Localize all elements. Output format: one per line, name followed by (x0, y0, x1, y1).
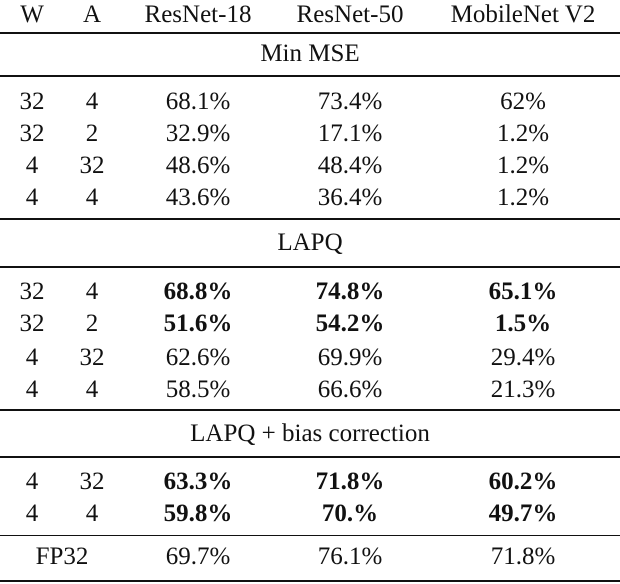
cell-a: 32 (79, 468, 105, 495)
cell-mobilenet: 29.4% (490, 344, 556, 371)
table-row (0, 274, 620, 310)
cell-a: 32 (79, 344, 105, 371)
cell-mobilenet: 1.5% (494, 310, 552, 337)
section-rule (0, 535, 620, 536)
cell-resnet18: 59.8% (163, 500, 233, 527)
header-resnet18: ResNet-18 (144, 1, 252, 28)
section-rule (0, 218, 620, 220)
table-row (0, 496, 620, 532)
cell-resnet18: 63.3% (163, 468, 233, 495)
cell-resnet50: 74.8% (315, 278, 385, 305)
section-title-row (0, 225, 620, 261)
cell-w: 4 (25, 344, 39, 371)
section-rule (0, 409, 620, 411)
table-row (0, 340, 620, 376)
table-row (0, 180, 620, 216)
cell-resnet18: 43.6% (165, 184, 231, 211)
cell-resnet50: 48.4% (317, 152, 383, 179)
cell-w: 32 (19, 88, 45, 115)
cell-mobilenet: 60.2% (488, 468, 558, 495)
section-title-row (0, 36, 620, 72)
cell-w: 4 (25, 152, 39, 179)
fp32-row (0, 539, 620, 575)
cell-resnet50: 17.1% (317, 120, 383, 147)
cell-mobilenet: 65.1% (488, 278, 558, 305)
table-row (0, 306, 620, 342)
cell-mobilenet: 1.2% (496, 184, 550, 211)
header-w: W (20, 1, 44, 28)
cell-a: 4 (85, 376, 99, 403)
cell-resnet18: 62.6% (165, 344, 231, 371)
cell-resnet18: 51.6% (163, 310, 233, 337)
cell-resnet18: 58.5% (165, 376, 231, 403)
cell-resnet50: 71.8% (315, 468, 385, 495)
cell-a: 32 (79, 152, 105, 179)
cell-mobilenet: 62% (500, 88, 546, 115)
cell-resnet50: 36.4% (317, 184, 383, 211)
cell-mobilenet: 1.2% (496, 120, 550, 147)
table-row (0, 464, 620, 500)
cell-resnet18: 48.6% (165, 152, 231, 179)
cell-resnet50: 66.6% (317, 376, 383, 403)
cell-resnet50: 54.2% (315, 310, 385, 337)
cell-w: 4 (25, 500, 39, 527)
table-row (0, 372, 620, 408)
cell-resnet50: 69.9% (317, 344, 383, 371)
cell-a: 2 (85, 310, 99, 337)
header-resnet50: ResNet-50 (296, 1, 404, 28)
section-rule (0, 266, 620, 268)
cell-resnet18: 68.8% (163, 278, 233, 305)
cell-w: 4 (25, 468, 39, 495)
cell-resnet18: 69.7% (165, 543, 231, 570)
cell-a: 2 (85, 120, 99, 147)
cell-a: 4 (85, 278, 99, 305)
fp32-label: FP32 (35, 543, 89, 570)
table-row (0, 84, 620, 120)
cell-resnet50: 76.1% (317, 543, 383, 570)
bottom-rule (0, 580, 620, 582)
cell-resnet50: 70.% (321, 500, 379, 527)
cell-a: 4 (85, 500, 99, 527)
table-row (0, 116, 620, 152)
section-rule (0, 456, 620, 458)
header-a: A (82, 1, 102, 28)
header-row (0, 0, 620, 33)
header-rule (0, 32, 620, 34)
section-title-row (0, 416, 620, 452)
cell-a: 4 (85, 88, 99, 115)
section-rule (0, 75, 620, 77)
cell-w: 4 (25, 184, 39, 211)
table-row (0, 148, 620, 184)
cell-mobilenet: 1.2% (496, 152, 550, 179)
section-title: LAPQ (277, 229, 343, 256)
cell-w: 32 (19, 310, 45, 337)
cell-w: 32 (19, 120, 45, 147)
cell-resnet18: 68.1% (165, 88, 231, 115)
cell-resnet18: 32.9% (165, 120, 231, 147)
section-title: LAPQ + bias correction (190, 420, 430, 447)
cell-resnet50: 73.4% (317, 88, 383, 115)
cell-mobilenet: 71.8% (490, 543, 556, 570)
section-title: Min MSE (260, 40, 360, 67)
cell-w: 32 (19, 278, 45, 305)
cell-mobilenet: 21.3% (490, 376, 556, 403)
cell-w: 4 (25, 376, 39, 403)
header-mobilenet: MobileNet V2 (450, 1, 596, 28)
cell-a: 4 (85, 184, 99, 211)
cell-mobilenet: 49.7% (488, 500, 558, 527)
